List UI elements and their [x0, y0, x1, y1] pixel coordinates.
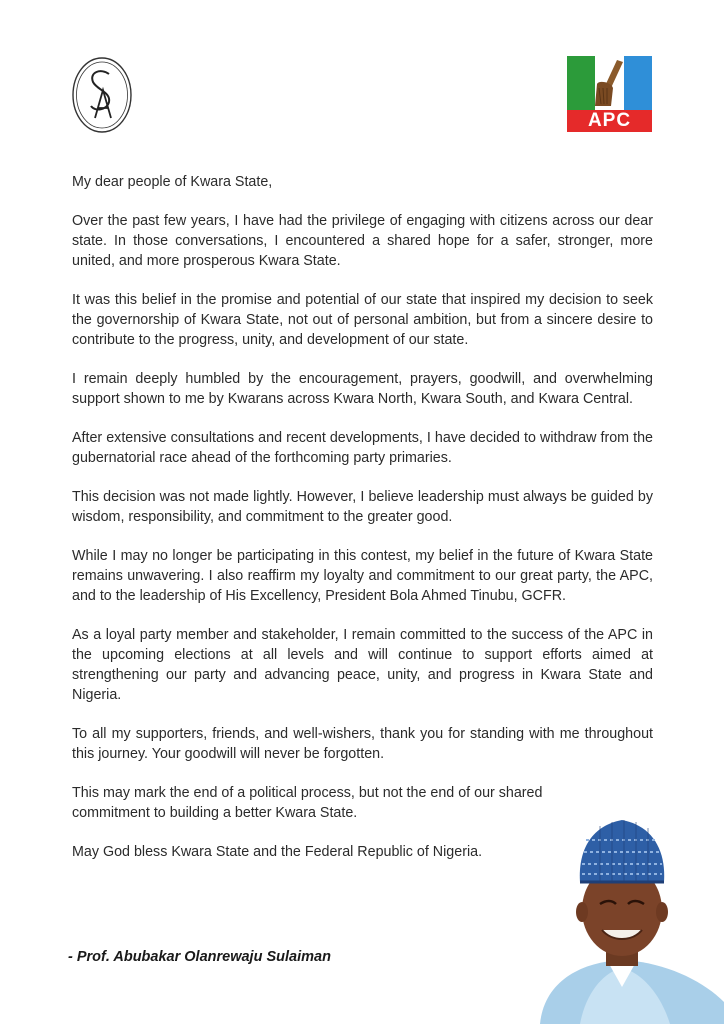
paragraph: As a loyal party member and stakeholder, I remain committed to the success of the APC in the upcoming elections at all levels and will continue to support efforts aimed at strengthening our party and advancing peace, unity, and progress in Kwara State and Nigeria. [72, 627, 653, 703]
monogram-logo-icon [71, 56, 133, 134]
paragraph: It was this belief in the promise and potential of our state that inspired my decision to seek the governorship of Kwara State, not out of personal ambition, but from a sincere desire to contribute to the progress, unity, and development of our state. [72, 292, 653, 348]
paragraph: Over the past few years, I have had the privilege of engaging with citizens across our dear state. In those conversations, I encountered a shared hope for a safer, stronger, more united, and more prosperous Kwara State. [72, 213, 653, 269]
portrait-photo [520, 812, 724, 1024]
paragraph: After extensive consultations and recent developments, I have decided to withdraw from the gubernatorial race ahead of the forthcoming party primaries. [72, 430, 653, 466]
greeting: My dear people of Kwara State, [72, 174, 273, 190]
letter-body [72, 172, 653, 881]
broom-icon [589, 58, 629, 108]
paragraph: This decision was not made lightly. However, I believe leadership must always be guided by wisdom, responsibility, and commitment to the greater good. [72, 489, 653, 525]
paragraph: This may mark the end of a political process, but not the end of our shared commitment to building a better Kwara State. [72, 785, 543, 821]
apc-label: APC [567, 110, 652, 132]
signature: - Prof. Abubakar Olanrewaju Sulaiman [68, 949, 331, 965]
apc-logo [567, 56, 652, 132]
paragraph: To all my supporters, friends, and well-wishers, thank you for standing with me throughout this journey. Your goodwill will never be forgotten. [72, 726, 653, 762]
paragraph: While I may no longer be participating in this contest, my belief in the future of Kwara State remains unwavering. I also reaffirm my loyalty and commitment to our great party, the APC, and to the leadership of His Excellency, President Bola Ahmed Tinubu, GCFR. [72, 548, 653, 604]
closing-blessing: May God bless Kwara State and the Federal Republic of Nigeria. [72, 844, 483, 860]
paragraph: I remain deeply humbled by the encouragement, prayers, goodwill, and overwhelming support shown to me by Kwarans across Kwara North, Kwara South, and Kwara Central. [72, 371, 653, 407]
